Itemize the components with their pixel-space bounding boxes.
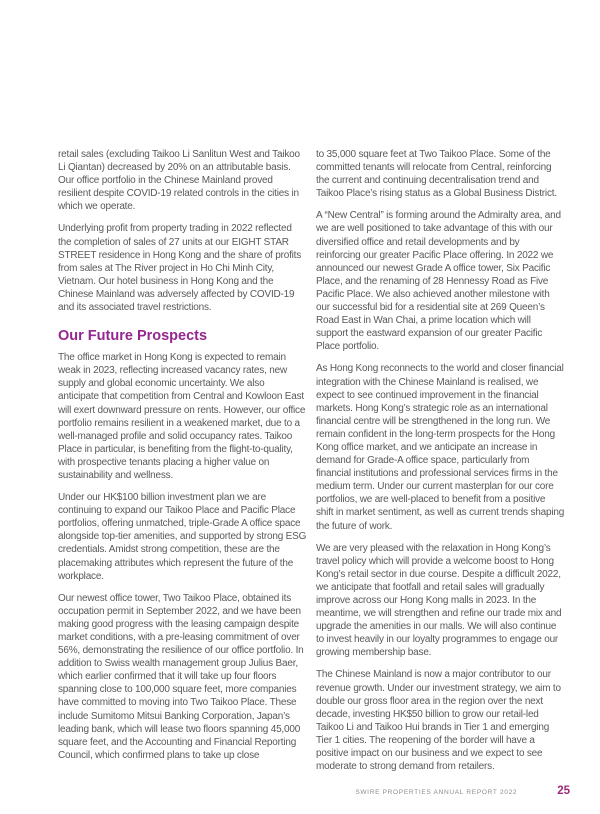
left-column xyxy=(58,148,307,782)
body-paragraph: As Hong Kong reconnects to the world and closer financial integration with the Chinese Mainland is realised, we expect to see continued improvement in the financial markets. Hong Kong’s strategic role as an international financial centre will be strengthened in the long run. We remain confident in the long-term prospects for the Hong Kong office market, and we anticipate an increase in demand for Grade-A office space, particularly from financial institutions and professional services firms in the medium term. Under our current masterplan for our core portfolios, we are well-placed to benefit from a positive shift in market sentiment, as well as current trends shaping the future of work. xyxy=(316,363,565,532)
body-paragraph: A “New Central” is forming around the Admiralty area, and we are well positioned to take advantage of this with our diversified office and retail developments and by reinforcing our greater Pacific Place offering. In 2022 we announced our newest Grade A office tower, Six Pacific Place, and the renaming of 28 Hennessy Road as Five Pacific Place. We also achieved another milestone with our successful bid for a residential site at 269 Queen’s Road East in Wan Chai, a prime location which will support the eastward expansion of our greater Pacific Place portfolio. xyxy=(316,210,561,353)
body-paragraph: The Chinese Mainland is now a major contributor to our revenue growth. Under our investment strategy, we aim to double our gross floor area in the region over the next decade, investing HK$50 billion to grow our retail-led Taikoo Li and Taikoo Hui brands in Tier 1 and emerging Tier 1 cities. The reopening of the border will have a positive impact on our business and we expect to see moderate to strong demand from retailers. xyxy=(316,669,561,773)
body-paragraph: The office market in Hong Kong is expected to remain weak in 2023, reflecting increased vacancy rates, new supply and global economic uncertainty. We also anticipate that competition from Central and Kowloon East will exert downward pressure on rents. However, our office portfolio remains resilient in a weakened market, due to a well-managed profile and solid occupancy rates. Taikoo Place in particular, is benefiting from the flight-to-quality, with prospective tenants placing a higher value on sustainability and wellness. xyxy=(58,352,306,481)
body-paragraph: Our newest office tower, Two Taikoo Place, obtained its occupation permit in September 2022, and we have been making good progress with the leasing campaign despite market conditions, with a pre-leasing commitment of over 56%, demonstrating the resilience of our office portfolio. In addition to Swiss wealth management group Julius Baer, which earlier confirmed that it will take up four floors spanning close to 100,000 square feet, more companies have committed to moving into Two Taikoo Place. These include Sumitomo Mitsui Banking Corporation, Japan’s leading bank, which will lease two floors spanning 45,000 square feet, and the Accounting and Financial Reporting Council, which confirmed plans to take up close xyxy=(58,592,304,761)
page-number: 25 xyxy=(557,785,570,797)
body-paragraph: Underlying profit from property trading in 2022 reflected the completion of sales of 27 units at our EIGHT STAR STREET residence in Hong Kong and the share of profits from sales at The River project in Ho Chi Minh City, Vietnam. Our hotel business in Hong Kong and the Chinese Mainland was adversely affected by COVID-19 and its associated travel restrictions. xyxy=(58,223,302,314)
text-columns xyxy=(58,148,565,782)
footer-report-title: SWIRE PROPERTIES ANNUAL REPORT 2022 xyxy=(355,789,518,796)
body-paragraph: Under our HK$100 billion investment plan we are continuing to expand our Taikoo Place and Pacific Place portfolios, offering unmatched, triple-Grade A office space alongside top-tier amenities, and supported by strong ESG credentials. Amidst strong competition, these are the placemaking attributes which represent the future of the workplace. xyxy=(58,492,307,582)
body-paragraph: We are very pleased with the relaxation in Hong Kong’s travel policy which will provide a welcome boost to Hong Kong’s retail sector in due course. Despite a difficult 2022, we anticipate that footfall and retail sales will gradually improve across our Hong Kong malls in 2023. In the meantime, we will strengthen and refine our trade mix and upgrade the amenities in our malls. We will also continue to invest heavily in our loyalty programmes to engage our growing membership base. xyxy=(316,542,562,659)
body-paragraph: to 35,000 square feet at Two Taikoo Place. Some of the committed tenants will relocate from Central, reinforcing the current and continuing decentralisation trend and Taikoo Place’s rising status as a Global Business District. xyxy=(316,149,557,200)
page-footer xyxy=(355,785,570,797)
section-heading: Our Future Prospects xyxy=(58,328,208,345)
body-paragraph: retail sales (excluding Taikoo Li Sanlitun West and Taikoo Li Qiantan) decreased by 20% on an attributable basis. Our office portfolio in the Chinese Mainland proved resilient despite COVID-19 related controls in the cities in which we operate. xyxy=(58,149,300,213)
right-column xyxy=(316,148,565,782)
